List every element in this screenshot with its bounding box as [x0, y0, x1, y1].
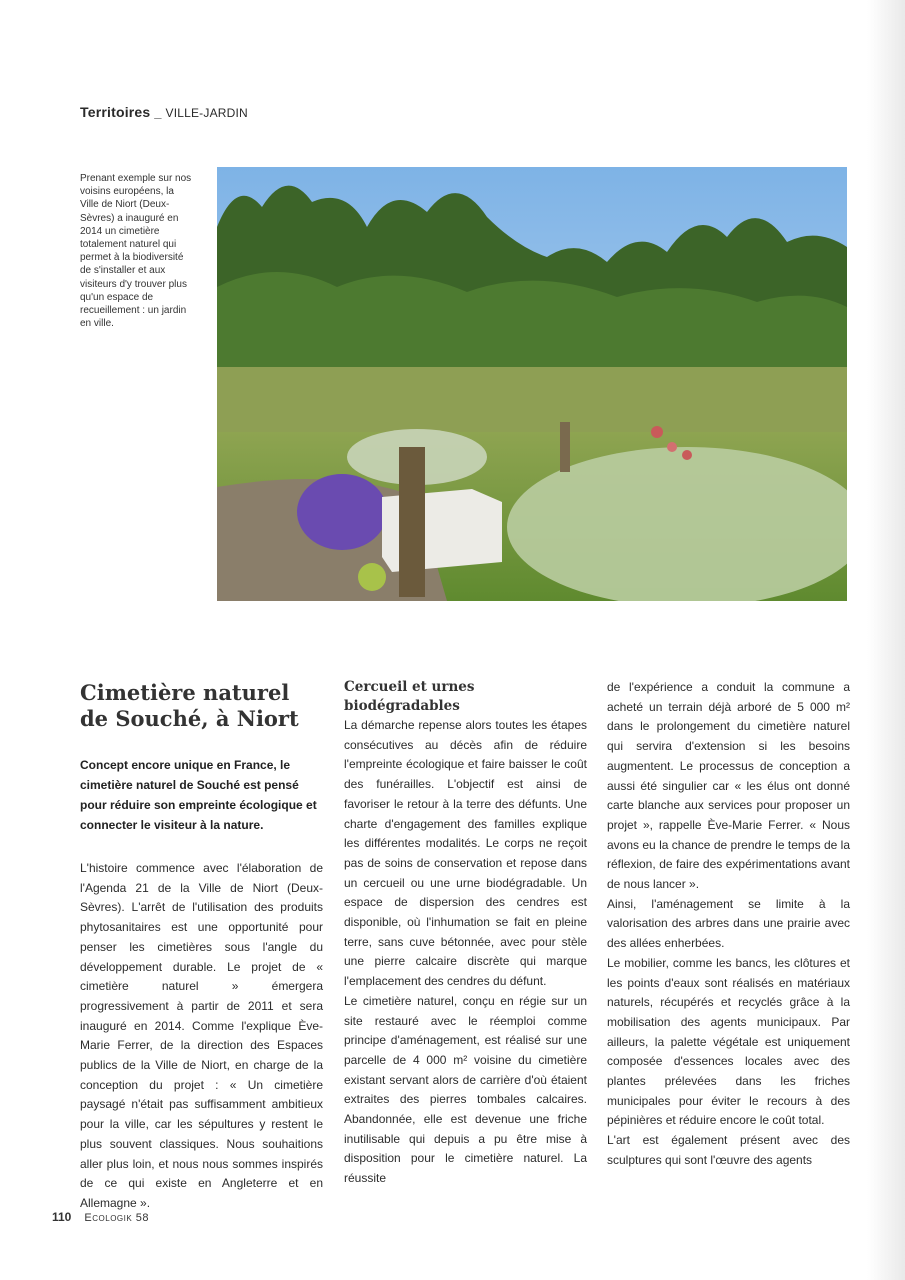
paragraph: de l'expérience a conduit la commune a acheté un terrain déjà arboré de 5 000 m² dans le prolongement du cimetière naturel qui servira d'extension si les besoins augmentent. Le processus de conception a aussi été singulier car « les élus ont donné carte blanche aux services pour proposer un projet », rappelle Ève-Marie Ferrer. « Nous avons eu la chance de prendre le temps de la réflexion, de faire des expérimentations avant de nous lancer ».: [607, 680, 850, 892]
section-name: Territoires: [80, 104, 151, 120]
column-2: [344, 678, 587, 1189]
paragraph: Ainsi, l'aménagement se limite à la valorisation des arbres dans une prairie avec des allées enherbées.: [607, 896, 850, 951]
column-3: [607, 678, 850, 1171]
subsection-name: VILLE-JARDIN: [165, 106, 248, 120]
article-lead: Concept encore unique en France, le cimetière naturel de Souché est pensé pour réduire son empreinte écologique et connecter le visiteur à la nature.: [80, 758, 317, 832]
page-footer: [52, 1210, 149, 1224]
paragraph: La démarche repense alors toutes les étapes consécutives au décès afin de réduire l'empreinte écologique et faire baisser le coût des funérailles. L'objectif est ainsi de favoriser le retour à la terre des défunts. Une charte d'engagement des familles explique les différentes modalités. Le corps ne reçoit pas de soins de conservation et repose dans un cercueil ou une urne biodégradable. Un espace de dispersion des cendres est disponible, où l'inhumation se fait en pleine terre, sans cuve bétonnée, avec pour stèle une pierre calcaire discrète qui marque l'emplacement des cendres du défunt.: [344, 718, 587, 989]
paragraph: L'histoire commence avec l'élaboration de l'Agenda 21 de la Ville de Niort (Deux-Sèvres). L'arrêt de l'utilisation des produits phytosanitaires est une opportunité pour penser les cimetières sous l'angle du développement durable. Le projet de « cimetière naturel » émergera progressivement à partir de 2011 et sera inauguré en 2014. Comme l'explique Ève-Marie Ferrer, de la direction des Espaces publics de la Ville de Niort, en charge de la conception du projet : « Un cimetière paysagé n'était pas suffisamment ambitieux pour la ville, car les sépultures y restent le plus souvent classiques. Nous souhaitions aller plus loin, et nous nous sommes inspirés de ce qui existe en Angleterre et en Allemagne ».: [80, 861, 323, 1210]
title-line-1: Cimetière naturel: [80, 680, 290, 705]
header-separator: _: [154, 105, 162, 120]
article-title: [80, 680, 320, 732]
column-1: [80, 859, 323, 1214]
photo-caption: Prenant exemple sur nos voisins européens, la Ville de Niort (Deux-Sèvres) a inauguré en 2014 un cimetière totalement naturel qui permet à la biodiversité de s'installer et aux visiteurs d'y trouver plus qu'un espace de recueillement : un jardin en ville.: [80, 173, 192, 330]
cemetery-photo: [217, 167, 847, 601]
title-line-2: de Souché, à Niort: [80, 706, 299, 731]
paragraph: Le mobilier, comme les bancs, les clôtures et les points d'eaux sont réalisés en matériaux naturels, récupérés et recyclés grâce à la mobilisation des agents municipaux. Par ailleurs, la palette végétale est uniquement composée d'essences locales avec des plantes prélevées dans les friches municipales pour éviter le recours à des pépinières et réduire encore le coût total.: [607, 955, 850, 1128]
subheading: Cercueil et urnes biodégradables: [344, 679, 475, 714]
paragraph: L'art est également présent avec des sculptures qui sont l'œuvre des agents: [607, 1133, 850, 1167]
magazine-issue: Ecologik 58: [84, 1212, 150, 1224]
paragraph: Le cimetière naturel, conçu en régie sur un site restauré avec le réemploi comme principe d'aménagement, est réalisé sur une parcelle de 4 000 m² voisine du cimetière existant servant alors de carrière d'où étaient extraites des pierres tombales calcaires. Abandonnée, elle est devenue une friche inutilisable qui depuis a pu être mise à disposition pour le cimetière naturel. La réussite: [344, 993, 587, 1186]
running-header: [80, 104, 248, 120]
page-edge-shadow: [867, 0, 905, 1280]
page-number: 110: [52, 1210, 72, 1224]
